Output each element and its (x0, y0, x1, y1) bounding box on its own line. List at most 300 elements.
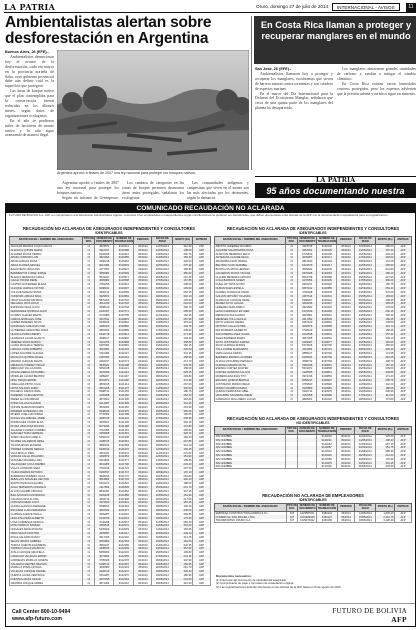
col-amount: 2,310.75 (376, 515, 395, 519)
article-headline: En Costa Rica llaman a proteger y recuperar manglares en el mundo (260, 20, 412, 41)
col-doc-number: 3417392 (298, 317, 317, 321)
col-name: VASQUEZ ARANDIA LIDIA (10, 459, 83, 463)
col-period: 06/2014 (337, 465, 355, 469)
col-pay-date: 10/06/2014 (152, 447, 173, 451)
col-doc-number: 3874521 (95, 398, 114, 402)
col-doc-number: 6142598 (298, 333, 317, 337)
website-link[interactable]: www.afp-futuro.com (12, 616, 62, 622)
col-transaction: 9130838 (317, 367, 337, 371)
col-entity: AFP (193, 394, 211, 398)
article-column-1 (5, 50, 54, 200)
col-pay-date: 02/05/2014 (152, 428, 173, 432)
col-period: 04/2014 (134, 344, 152, 348)
col-doc-type: CI (83, 444, 95, 448)
col-period: 05/2014 (337, 279, 355, 283)
col-period: 05/2014 (337, 371, 355, 375)
col-name: ACHA TERCEROS GONZALO (10, 486, 83, 490)
col-entity: AFP (395, 382, 412, 386)
col-period: 05/2014 (337, 248, 355, 252)
col-doc-number: 3935621 (95, 363, 114, 367)
col-doc-type: CI (83, 497, 95, 501)
issue-date: Oruro, domingo 27 de julio de 2014 (256, 4, 329, 9)
col-name: ALIAGA VIDAURRE MARCELO (215, 359, 286, 363)
col-period: 06/2014 (134, 562, 152, 566)
col-transaction: 9130792 (317, 359, 337, 363)
col-period: 04/2014 (337, 378, 355, 382)
col-name: BLANCO MENDOZA CARLA (10, 275, 83, 279)
col-name: ARANCIBIA LEON ISMAEL (215, 260, 286, 264)
col-name: BARRERA ESPADA LOURDES (215, 356, 286, 360)
col-pay-date: 02/05/2014 (355, 356, 376, 360)
col-period: 04/2014 (134, 436, 152, 440)
col-doc-number: 6251893 (95, 539, 114, 543)
col-amount: 255.75 (376, 378, 395, 382)
col-doc-number: 5301472 (95, 482, 114, 486)
col-amount: 173.80 (376, 398, 395, 402)
col-doc-type: CI (83, 386, 95, 390)
col-transaction: 9120936 (114, 336, 134, 340)
col-transaction: 9122232 (114, 551, 134, 555)
col-name: FLORES CHAVEZ MARTA (10, 313, 83, 317)
col-doc-number: 3348196 (95, 409, 114, 413)
col-pay-date: 23/06/2014 (355, 267, 376, 271)
col-name: CONDORI LIMACHI RAUL (10, 294, 83, 298)
col-doc-type: CI (83, 505, 95, 509)
col-amount: 257.20 (376, 333, 395, 337)
col-pay-date: 15/05/2014 (355, 515, 376, 519)
col-entity: AFP (193, 509, 211, 513)
col-transaction: 9120481 (114, 260, 134, 264)
col-doc-number: 3650981 (95, 271, 114, 275)
col-name: ALCON CHAMBI VIRGINIA (10, 490, 83, 494)
col-entity: AFP (193, 424, 211, 428)
col-doc-type: CI (83, 329, 95, 333)
col-period: 06/2014 (337, 321, 355, 325)
col-name: GUARACHI CHOQUE RENE (215, 298, 286, 302)
col-doc-type: CI (83, 336, 95, 340)
col-period: 06/2014 (337, 359, 355, 363)
col-pay-date: 30/06/2014 (355, 352, 376, 356)
col-period: 06/2014 (134, 555, 152, 559)
col-doc-type: CI (83, 371, 95, 375)
col-doc-type: CI (83, 490, 95, 494)
col-amount: 171.40 (376, 375, 395, 379)
col-doc-number: 3842097 (95, 490, 114, 494)
col-amount: 289.30 (376, 450, 395, 454)
col-doc-number: 3946271 (298, 283, 317, 287)
col-pay-date: 06/06/2014 (152, 302, 173, 306)
col-amount: 180.95 (173, 574, 193, 578)
col-doc-type: CI (83, 516, 95, 520)
col-period: 04/2014 (337, 302, 355, 306)
col-pay-date: 03/06/2014 (355, 290, 376, 294)
col-pay-date: 27/06/2014 (152, 417, 173, 421)
col-period: 05/2014 (337, 356, 355, 360)
col-name: EMPRESA CONSTRUCTORA ANDINA S.R.L. (215, 512, 287, 516)
col-pay-date: 30/06/2014 (355, 283, 376, 287)
col-name: SIN NOMBRE (215, 454, 286, 458)
col-transaction: 9120503 (114, 264, 134, 268)
col-period: 05/2014 (134, 413, 152, 417)
col-pay-date: 12/06/2014 (355, 245, 376, 249)
col-period: 05/2014 (134, 444, 152, 448)
col-period: 06/2014 (134, 325, 152, 329)
col-doc-type: CI (286, 371, 298, 375)
col-pay-date: 13/05/2014 (355, 386, 376, 390)
col-pay-date: 17/04/2014 (152, 467, 173, 471)
col-doc-number: 5652108 (95, 367, 114, 371)
col-doc-type: CI (83, 398, 95, 402)
col-entity: AFP (395, 348, 412, 352)
col-amount: 357.60 (173, 547, 193, 551)
col-period: 05/2014 (337, 325, 355, 329)
photo-caption: Argentina aprobó a finales de 2007 una ley nacional para proteger los bosques nativos. (57, 171, 197, 175)
col-transaction: 9121908 (114, 497, 134, 501)
col-transaction: 9121027 (114, 352, 134, 356)
col-transaction: 9121931 (114, 501, 134, 505)
col-amount: 299.85 (173, 512, 193, 516)
col-amount: 224.00 (173, 302, 193, 306)
col-transaction: 9130424 (317, 298, 337, 302)
col-amount: 163.00 (173, 539, 193, 543)
col-doc-type: CI (83, 555, 95, 559)
col-amount: 241.70 (173, 486, 193, 490)
col-entity: AFP (193, 493, 211, 497)
col-pay-date: 16/06/2014 (355, 252, 376, 256)
col-doc-type: CI (83, 440, 95, 444)
col-transaction: 9120842 (114, 321, 134, 325)
col-transaction: 9130953 (317, 386, 337, 390)
col-entity: AFP (395, 275, 412, 279)
col-doc-number: 1016483025 (298, 515, 317, 519)
col-entity: AFP (395, 515, 412, 519)
col-period: 06/2014 (337, 245, 355, 249)
col-transaction: 9130194 (317, 260, 337, 264)
col-doc-number: 4253196 (298, 302, 317, 306)
col-entity: AFP (193, 401, 211, 405)
col-pay-date: 11/04/2014 (152, 451, 173, 455)
col-period: 06/2014 (337, 352, 355, 356)
col-pay-date: 18/06/2014 (355, 398, 376, 402)
col-doc-number: 5482163 (95, 436, 114, 440)
header-col-doc-type: TIPO DE DOC. (286, 503, 297, 510)
header-col-doc-number: NÚMERO DE DOCUMENTO (96, 236, 113, 243)
page-header (4, 3, 416, 13)
col-pay-date: 03/06/2014 (355, 359, 376, 363)
col-doc-type: CI (83, 432, 95, 436)
col-doc-type: CI (83, 302, 95, 306)
col-doc-number: 4276390 (95, 371, 114, 375)
col-doc-number: 4746298 (95, 520, 114, 524)
col-transaction: 9140356 (317, 457, 337, 461)
afp-logo-mark: AFP (391, 615, 407, 624)
col-transaction: 9121977 (114, 509, 134, 513)
col-amount: 172.80 (173, 424, 193, 428)
col-transaction: 9121862 (114, 490, 134, 494)
col-pay-date: 18/06/2014 (152, 470, 173, 474)
col-pay-date: 13/06/2014 (152, 386, 173, 390)
col-amount: 259.30 (173, 520, 193, 524)
col-pay-date: 13/05/2014 (355, 248, 376, 252)
col-pay-date: 13/06/2014 (152, 524, 173, 528)
col-entity: AFP (193, 310, 211, 314)
col-amount: 302.90 (173, 558, 193, 562)
col-period: 05/2014 (134, 352, 152, 356)
col-pay-date: 12/06/2014 (152, 455, 173, 459)
col-doc-type: CI (83, 333, 95, 337)
article-column-4 (187, 181, 249, 201)
col-name: DELGADO RIOS HUGO (10, 302, 83, 306)
col-entity: AFP (193, 245, 211, 249)
col-transaction: 9121004 (114, 348, 134, 352)
col-entity: AFP (395, 279, 412, 283)
col-name: SIN NOMBRE (215, 438, 286, 442)
col-period: 06/2014 (134, 516, 152, 520)
col-pay-date: 30/06/2014 (152, 424, 173, 428)
col-pay-date: 13/05/2014 (152, 459, 173, 463)
col-pay-date: 30/06/2014 (152, 562, 173, 566)
col-period: 06/2014 (337, 344, 355, 348)
col-pay-date: 16/06/2014 (152, 394, 173, 398)
col-doc-type: CI (83, 566, 95, 570)
col-name: GONZALES CAMACHO IVAN (10, 325, 83, 329)
col-amount: 243.15 (376, 252, 395, 256)
col-period: 06/2014 (134, 386, 152, 390)
col-transaction: 9130815 (317, 363, 337, 367)
header-col-transaction: NÚMERO DE TRANSACCIÓN (317, 503, 337, 510)
col-transaction: 9130631 (317, 333, 337, 337)
col-doc-type: CI (83, 451, 95, 455)
col-doc-number: 6265108 (95, 493, 114, 497)
header-col-name: RAZÓN SOCIAL / NOMBRE DEL ASEGURADO (215, 237, 286, 245)
col-amount: 196.80 (173, 551, 193, 555)
col-pay-date: 19/05/2014 (355, 325, 376, 329)
col-transaction: 9120771 (114, 310, 134, 314)
col-pay-date: 28/04/2014 (152, 421, 173, 425)
col-name: VARGAS CALLE ROLANDO (10, 455, 83, 459)
col-pay-date: 18/06/2014 (152, 333, 173, 337)
col-entity: AFP (193, 348, 211, 352)
col-period: 06/2014 (134, 470, 152, 474)
col-pay-date: 09/06/2014 (355, 306, 376, 310)
col-entity: AFP (193, 340, 211, 344)
col-entity: AFP (395, 371, 412, 375)
col-period: 05/2014 (134, 275, 152, 279)
col-name: YUJRA MAMANI ANTONIO (10, 470, 83, 474)
col-pay-date: 08/04/2014 (152, 512, 173, 516)
col-name: CUELLAR TAPIA GUIDO (215, 283, 286, 287)
col-name: PARDO CHAMBI SUSANA (215, 386, 286, 390)
col-doc-type: CI (83, 409, 95, 413)
col-entity: AFP (193, 516, 211, 520)
col-name: ROJAS HINOJOSA WILSON (10, 424, 83, 428)
col-amount: 315.00 (173, 321, 193, 325)
col-entity: AFP (193, 283, 211, 287)
col-amount: 390.70 (173, 306, 193, 310)
col-entity: AFP (395, 390, 412, 394)
col-transaction: 9122093 (114, 528, 134, 532)
col-name: SIN NOMBRE (215, 465, 286, 469)
col-period: 06/2014 (134, 310, 152, 314)
col-transaction: 9150104 (317, 512, 337, 516)
col-doc-type: CI (286, 382, 298, 386)
note-item: (3) Las regularizaciones deberán efectuarse en las oficinas de la AFP hasta el 29 de agosto de 2014. (216, 584, 342, 589)
col-amount: 185.05 (376, 386, 395, 390)
col-doc-number: 3519864 (95, 478, 114, 482)
col-doc-type: CI (83, 264, 95, 268)
col-name: GOMEZ PAREDES SILVIA (10, 321, 83, 325)
col-doc-number: 3287614 (298, 294, 317, 298)
col-period: 06/2014 (337, 390, 355, 394)
col-doc-number: 4207935 (95, 578, 114, 582)
col-name: CAMACHO VILLEGAS ERWIN (10, 555, 83, 559)
col-pay-date: 08/04/2014 (355, 302, 376, 306)
col-doc-type: CI (83, 298, 95, 302)
col-period: 06/2014 (134, 440, 152, 444)
header-col-entity: ENTIDAD (395, 237, 412, 245)
col-doc-type: CI (83, 248, 95, 252)
col-pay-date: 25/06/2014 (152, 486, 173, 490)
col-doc-type: CI (83, 359, 95, 363)
header-col-period: PERIODO (134, 237, 152, 245)
col-pay-date: 18/06/2014 (355, 260, 376, 264)
col-doc-type: CI (83, 570, 95, 574)
col-entity: AFP (193, 306, 211, 310)
col-pay-date: 02/04/2014 (355, 287, 376, 291)
col-pay-date: 14/04/2014 (152, 390, 173, 394)
col-doc-number: 3567208 (95, 386, 114, 390)
col-entity: AFP (193, 528, 211, 532)
col-doc-type: CI (286, 378, 298, 382)
col-transaction: 9122186 (114, 543, 134, 547)
col-doc-number: 3189207 (95, 375, 114, 379)
col-doc-type: CI (83, 424, 95, 428)
col-amount: 175.50 (173, 516, 193, 520)
col-period: 05/2014 (134, 252, 152, 256)
col-name: ROCA GALARZA NANCY (10, 535, 83, 539)
col-amount: 205.30 (173, 310, 193, 314)
col-name: CHIPANA MAMANI RUTH (215, 363, 286, 367)
col-doc-type: CI (286, 325, 298, 329)
col-pay-date: 28/04/2014 (152, 283, 173, 287)
column-divider (251, 16, 252, 170)
col-entity: AFP (193, 329, 211, 333)
col-name: APAZA CONDORI LUIS (10, 256, 83, 260)
header-col-doc-type: TIPO DE DOC. (286, 236, 297, 243)
col-amount: 189.90 (173, 267, 193, 271)
section-title-emp: RECAUDACIÓN NO ACLARADA DE EMPLEADORES (262, 493, 364, 498)
col-name: AGUILAR MAMANI JUAN CARLOS (10, 245, 83, 249)
article-column-3 (122, 181, 184, 201)
col-period: 06/2014 (134, 447, 152, 451)
col-name: TRANSPORTES ORURO S.A. (215, 519, 287, 523)
col-name: SANCHEZ TAPIA GERMAN (10, 432, 83, 436)
col-pay-date: 30/06/2014 (355, 457, 376, 461)
col-entity: AFP (193, 547, 211, 551)
col-transaction: 9121398 (114, 413, 134, 417)
col-transaction: 9130470 (317, 306, 337, 310)
col-doc-type: CI (286, 298, 298, 302)
col-entity: AFP (395, 446, 412, 450)
col-doc-type: CI (83, 313, 95, 317)
col-transaction: 9120748 (114, 306, 134, 310)
col-amount: 256.00 (173, 428, 193, 432)
table-row (215, 519, 412, 523)
col-period: 06/2014 (337, 382, 355, 386)
col-pay-date: 14/05/2014 (355, 438, 376, 442)
col-amount: 210.40 (173, 275, 193, 279)
col-doc-number: 3654091 (298, 248, 317, 252)
col-period: 06/2014 (134, 547, 152, 551)
col-amount: 198.00 (173, 248, 193, 252)
col-entity: AFP (395, 248, 412, 252)
col-doc-number: 4462017 (95, 359, 114, 363)
col-doc-number: 4198726 (95, 440, 114, 444)
col-doc-type: CI (286, 271, 298, 275)
col-amount: 311.50 (376, 394, 395, 398)
col-doc-number: 4096873 (298, 325, 317, 329)
col-doc-number: 5287094 (95, 344, 114, 348)
col-pay-date: 19/05/2014 (152, 260, 173, 264)
col-doc-type: NIT (286, 515, 298, 519)
col-name: CHOQUE HUANCA VICTOR (10, 287, 83, 291)
col-name: VELASQUEZ COCA RAMIRO (10, 463, 83, 467)
col-doc-type: CI (83, 321, 95, 325)
col-pay-date: 16/06/2014 (152, 463, 173, 467)
col-transaction: 9130746 (317, 352, 337, 356)
col-name: CARRASCO MOLLINEDO LUCAS (215, 398, 286, 402)
col-doc-type: CI (83, 539, 95, 543)
col-entity: AFP (193, 566, 211, 570)
col-transaction: 9122209 (114, 547, 134, 551)
col-transaction: 9120684 (114, 294, 134, 298)
col-entity: AFP (395, 290, 412, 294)
col-doc-type: CI (286, 367, 298, 371)
col-doc-number: 3625817 (95, 421, 114, 425)
col-name: FUENTES ARIAS CESAR (10, 578, 83, 582)
col-name: VILLCA CONDORI SARA (10, 467, 83, 471)
col-doc-number: 4553719 (95, 497, 114, 501)
header-col-name: RAZÓN SOCIAL / NOMBRE DEL ASEGURADO (10, 237, 83, 245)
col-name: MOLINA ZEBALLOS RUBEN (10, 371, 83, 375)
col-entity: AFP (193, 447, 211, 451)
table-row (215, 398, 412, 402)
col-entity: AFP (193, 252, 211, 256)
col-name: RAMIREZ ANTEZANA LUIS (10, 409, 83, 413)
col-period: 04/2014 (134, 298, 152, 302)
col-amount: 271.20 (173, 333, 193, 337)
col-amount: 301.70 (376, 325, 395, 329)
col-entity: AFP (395, 394, 412, 398)
col-doc-number: 3362048 (298, 363, 317, 367)
col-pay-date: 19/05/2014 (152, 398, 173, 402)
col-entity: AFP (193, 512, 211, 516)
col-transaction: 9121607 (114, 447, 134, 451)
col-period: 06/2014 (337, 298, 355, 302)
col-pay-date: 09/06/2014 (152, 516, 173, 520)
col-transaction: 9121839 (114, 486, 134, 490)
col-doc-type: CI (286, 302, 298, 306)
notice-footer (6, 603, 415, 627)
col-entity: AFP (193, 344, 211, 348)
col-transaction: 9140333 (317, 454, 337, 458)
col-transaction: 9120702 (114, 298, 134, 302)
col-name: CALIZAYA MITA FLORA (10, 497, 83, 501)
col-entity: AFP (395, 512, 412, 516)
col-period: 04/2014 (134, 267, 152, 271)
col-name: MENESES TOLA CECILIA (215, 317, 286, 321)
col-doc-number: 5461287 (95, 574, 114, 578)
